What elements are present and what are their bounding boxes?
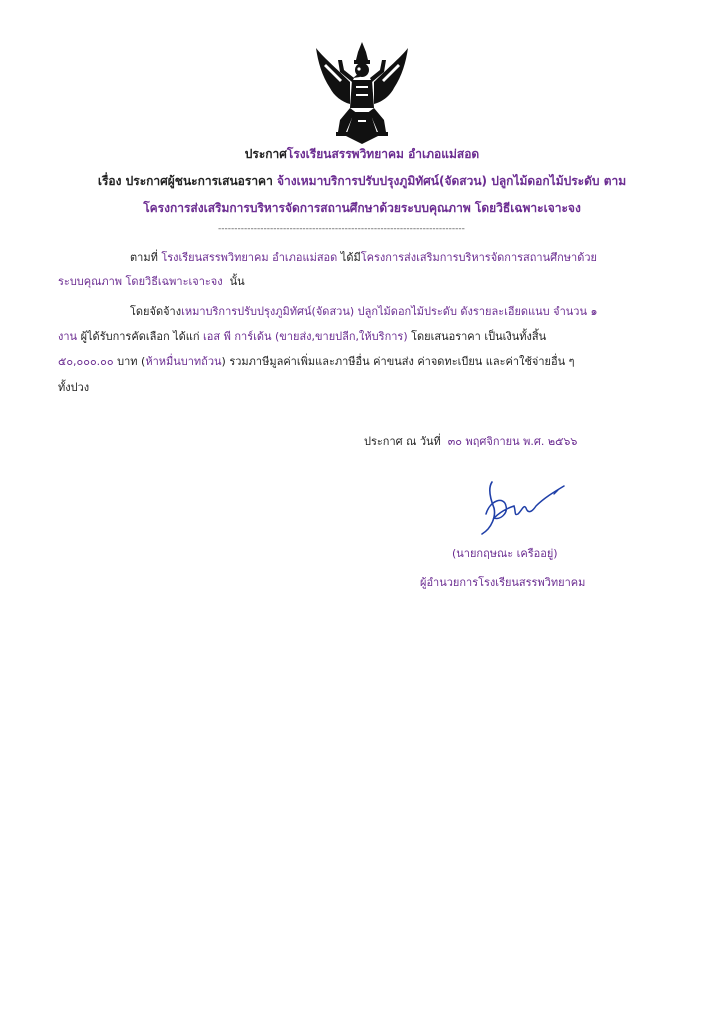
body-line [58,380,89,396]
signer-name: (นายกฤษณะ เครืออยู่) [452,547,558,560]
body-line [58,354,575,370]
project-name: โครงการส่งเสริมการบริหารจัดการสถานศึกษาด้วยระบบคุณภาพ โดยวิธีเฉพาะเจาะจง [143,201,581,215]
body-text: โดยจัดจ้าง [130,305,182,318]
price-amount: ๕๐,๐๐๐.๐๐ [58,355,114,368]
project-name-body: ระบบคุณภาพ โดยวิธีเฉพาะเจาะจง [58,275,223,288]
body-text: ) รวมภาษีมูลค่าเพิ่มและภาษีอื่น ค่าขนส่ง ค่าจดทะเบียน และค่าใช้จ่ายอื่น ๆ [221,355,575,368]
body-text: โดยเสนอราคา เป็นเงินทั้งสิ้น [411,330,547,343]
school-name-body: โรงเรียนสรรพวิทยาคม อำเภอแม่สอด [161,251,338,264]
announcement-date [364,432,577,450]
date-prefix: ประกาศ ณ วันที่ [364,435,441,448]
body-text: นั้น [229,275,245,288]
price-in-words: ห้าหมื่นบาทถ้วน [145,355,222,368]
vendor-name: เอส พี การ์เด้น (ขายส่ง,ขายปลีก,ให้บริการ) [203,330,408,343]
body-text: ผู้ได้รับการคัดเลือก ได้แก่ [80,330,200,343]
signer-title: ผู้อำนวยการโรงเรียนสรรพวิทยาคม [420,576,586,589]
service-description: เหมาบริการปรับปรุงภูมิทัศน์(จัดสวน) ปลูกไม้ดอกไม้ประดับ ดังรายละเอียดแนบ จำนวน ๑ [181,305,598,318]
body-line [130,304,597,320]
handwritten-signature-icon [470,478,570,538]
title-prefix: ประกาศ [244,147,287,161]
body-text: บาท ( [117,355,146,368]
subject-line [60,172,664,190]
body-text: ตามที่ [130,251,158,264]
body-text: ทั้งปวง [58,381,90,394]
garuda-emblem-icon [312,38,412,148]
quantity-unit: งาน [58,330,78,343]
body-line [58,329,546,345]
subject-detail: จ้างเหมาบริการปรับปรุงภูมิทัศน์(จัดสวน) ปลูกไม้ดอกไม้ประดับ ตาม [277,174,627,188]
date-value: ๓๐ พฤศจิกายน พ.ศ. ๒๕๖๖ [447,435,578,448]
body-text: ได้มี [340,251,361,264]
project-name-body: โครงการส่งเสริมการบริหารจัดการสถานศึกษาด้วย [360,251,597,264]
separator-line: ---------------------------------------------------------------------------- [218,224,465,234]
body-line [130,250,597,266]
subject-prefix: เรื่อง ประกาศผู้ชนะการเสนอราคา [97,174,273,188]
announcement-title [60,145,664,163]
body-line [58,274,245,290]
school-name: โรงเรียนสรรพวิทยาคม อำเภอแม่สอด [286,147,480,161]
